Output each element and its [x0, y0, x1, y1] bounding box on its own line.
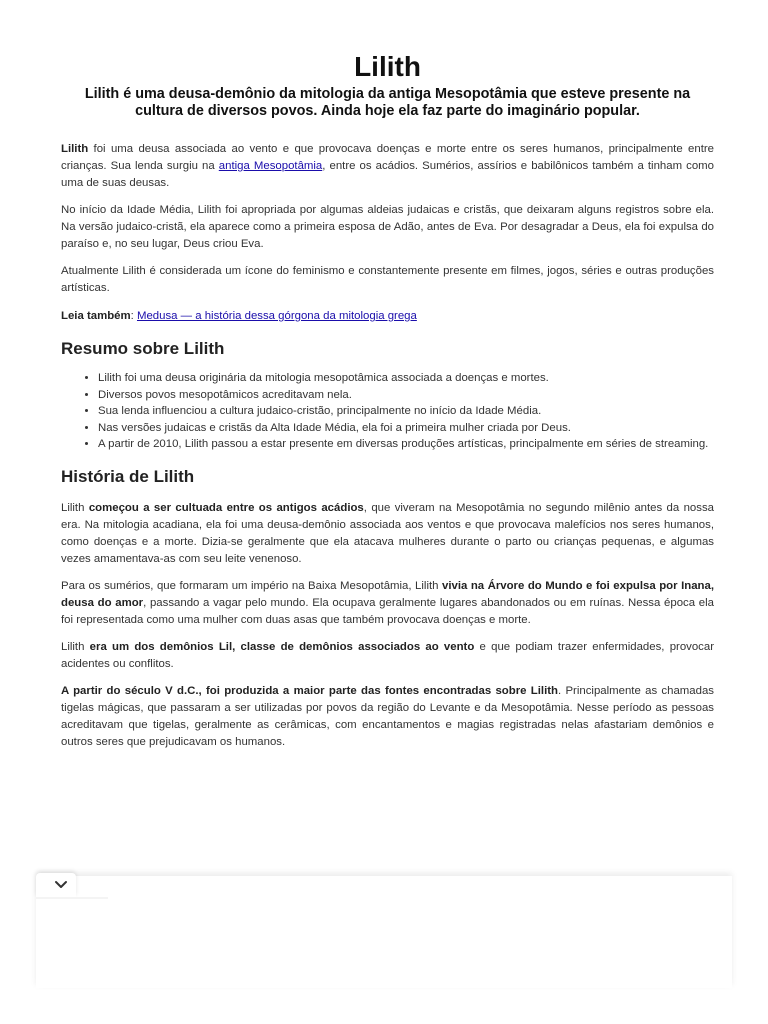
history-text: , que viveram na Mesopotâmia no segundo milênio antes da nossa era. Na mitologia acadiana, ela foi uma deusa-demônio associada aos ventos e que provocava malefícios nos seres humanos, como doenças e a morte. Dizia-se geralmente que ela atacava mulheres durante o parto ou crianças pequenas, e algumas vezes amamentava-as com seu leite venenoso. [61, 501, 714, 565]
history-text: Lilith [61, 501, 89, 514]
history-text: Lilith [61, 640, 90, 653]
intro-paragraph-1 [61, 141, 714, 192]
history-paragraph-1 [61, 500, 714, 568]
history-paragraph-2 [61, 578, 714, 629]
history-text: , passando a vagar pelo mundo. Ela ocupava geralmente lugares abandonados ou em ruínas. Nessa época ela foi representada como uma mulher com duas asas que também provocava doenças e morte. [61, 596, 714, 626]
intro-paragraph-3: Atualmente Lilith é considerada um ícone do feminismo e constantemente presente em filmes, jogos, séries e outras produções artísticas. [61, 265, 714, 294]
ad-bar-divider [36, 897, 108, 899]
summary-item: • Sua lenda influenciou a cultura judaico-cristão, principalmente no início da Idade Média. [98, 403, 714, 420]
see-also-label: Leia também [61, 310, 131, 322]
summary-item: • Nas versões judaicas e cristãs da Alta Idade Média, ela foi a primeira mulher criada por Deus. [98, 420, 714, 437]
history-heading: História de Lilith [61, 466, 195, 486]
history-bold: vivia na Árvore do Mundo e foi expulsa por Inana, deusa do amor [61, 579, 714, 609]
page-title: Lilith [354, 51, 421, 82]
article [61, 48, 714, 751]
article-subtitle: Lilith é uma deusa-demônio da mitologia da antiga Mesopotâmia que esteve presente na cultura de diversos povos. Ainda hoje ela faz parte do imaginário popular. [84, 86, 691, 119]
summary-item: • Diversos povos mesopotâmicos acreditavam nela. [98, 387, 714, 404]
see-also-sep: : [130, 310, 137, 322]
history-text: Para os sumérios, que formaram um império na Baixa Mesopotâmia, Lilith [61, 579, 442, 592]
chevron-down-icon[interactable] [54, 880, 68, 890]
see-also [61, 308, 714, 325]
intro-text-2: , entre os acádios. Sumérios, assírios e babilônicos também a tinham como uma de suas deusas. [61, 160, 715, 189]
history-bold: era um dos demônios Lil, classe de demônios associados ao vento [89, 640, 475, 653]
ad-bar [36, 876, 732, 988]
history-paragraph-3 [61, 639, 714, 673]
history-bold: começou a ser cultuada entre os antigos acádios [88, 501, 364, 514]
link-antiga-mesopotamia[interactable]: antiga Mesopotâmia [218, 160, 323, 172]
history-paragraph-4 [61, 683, 714, 751]
link-medusa[interactable]: Medusa — a história dessa górgona da mitologia grega [136, 310, 417, 322]
intro-text-1: foi uma deusa associada ao vento e que provocava doenças e morte entre os seres humanos, principalmente entre crianças. Sua lenda surgiu na [61, 143, 714, 172]
summary-list [61, 370, 714, 453]
history-bold: A partir do século V d.C., foi produzida a maior parte das fontes encontradas sobre Lilith [61, 684, 558, 697]
summary-heading: Resumo sobre Lilith [61, 339, 225, 358]
summary-item: • Lilith foi uma deusa originária da mitologia mesopotâmica associada a doenças e mortes. [98, 370, 714, 387]
history-text: e que podiam trazer enfermidades, provocar acidentes ou conflitos. [61, 640, 715, 670]
history-text: . Principalmente as chamadas tigelas mágicas, que passaram a ser utilizadas por povos da região do Levante e da Mesopotâmia. Nesse período as pessoas acreditavam que tigelas, geralmente as cerâmicas, com encantamentos e magias registradas nelas afastariam demônios e outros seres que prejudicavam os humanos. [61, 684, 714, 748]
intro-bold-term: Lilith [61, 143, 89, 155]
intro-paragraph-2: No início da Idade Média, Lilith foi apropriada por algumas aldeias judaicas e cristãs, que deixaram alguns registros sobre ela. Na versão judaico-cristã, ela aparece como a primeira esposa de Adão, antes de Eva. Por desagradar a Deus, ela foi expulsa do paraíso e, no seu lugar, Deus criou Eva. [61, 204, 714, 250]
summary-item: • A partir de 2010, Lilith passou a estar presente em diversas produções artísticas, principalmente em séries de streaming. [98, 436, 714, 453]
